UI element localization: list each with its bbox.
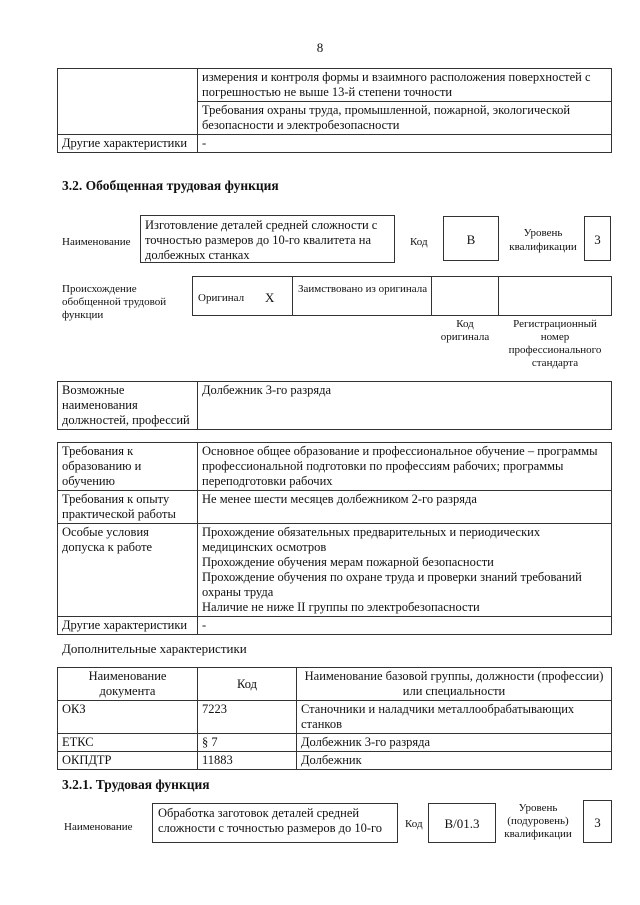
section-3-2-1-title: 3.2.1. Трудовая функция bbox=[62, 777, 210, 792]
table-row bbox=[58, 701, 612, 734]
special-item: Прохождение обязательных предварительных и периодических медицинских осмотров bbox=[202, 525, 541, 554]
group-cell: Долбежник 3-го разряда bbox=[297, 734, 612, 752]
additional-table bbox=[57, 667, 612, 770]
code-original-label: Код оригинала bbox=[440, 318, 490, 343]
special-conditions bbox=[198, 524, 612, 617]
continuation-row-2: Требования охраны труда, промышленной, пожарной, экологической безопасности и электробезопасности bbox=[198, 102, 612, 135]
special-item: Прохождение обучения по охране труда и проверки знаний требований охраны труда bbox=[202, 570, 582, 599]
header-code: Код bbox=[198, 668, 297, 701]
reg-number-label: Регистрационный номер профессионального стандарта bbox=[508, 318, 602, 369]
table-row bbox=[58, 752, 612, 770]
doc-cell: ЕТКС bbox=[58, 734, 198, 752]
original-mark: X bbox=[265, 290, 275, 305]
positions-value: Долбежник 3-го разряда bbox=[198, 382, 612, 430]
positions-table bbox=[57, 381, 612, 430]
education-value: Основное общее образование и профессиональное обучение – программы профессиональной подготовки по профессиям рабочих; программы переподготовки рабочих bbox=[198, 443, 612, 491]
level-label: Уровень квалификации bbox=[509, 227, 577, 253]
group-cell: Долбежник bbox=[297, 752, 612, 770]
table-row bbox=[58, 734, 612, 752]
special-item: Наличие не ниже II группы по электробезопасности bbox=[202, 600, 480, 614]
section-3-2-title: 3.2. Обобщенная трудовая функция bbox=[62, 178, 279, 193]
tf-name-box: Обработка заготовок деталей средней сложности с точностью размеров до 10-го bbox=[152, 803, 398, 843]
special-label: Особые условия допуска к работе bbox=[58, 524, 198, 617]
header-group: Наименование базовой группы, должности (профессии) или специальности bbox=[297, 668, 612, 701]
experience-label: Требования к опыту практической работы bbox=[58, 491, 198, 524]
code-cell: 7223 bbox=[198, 701, 297, 734]
code-cell: § 7 bbox=[198, 734, 297, 752]
other-value: - bbox=[198, 617, 612, 635]
origin-box bbox=[192, 276, 612, 316]
requirements-table bbox=[57, 442, 612, 635]
doc-cell: ОКЗ bbox=[58, 701, 198, 734]
education-label: Требования к образованию и обучению bbox=[58, 443, 198, 491]
group-cell: Станочники и наладчики металлообрабатывающих станков bbox=[297, 701, 612, 734]
additional-title: Дополнительные характеристики bbox=[62, 641, 247, 656]
experience-value: Не менее шести месяцев долбежником 2-го разряда bbox=[198, 491, 612, 524]
other-characteristics-label: Другие характеристики bbox=[58, 135, 198, 153]
name-label: Наименование bbox=[62, 236, 131, 248]
code-cell: 11883 bbox=[198, 752, 297, 770]
page-number: 8 bbox=[316, 40, 324, 55]
function-name-box: Изготовление деталей средней сложности с точностью размеров до 10-го квалитета на долбежных станках bbox=[140, 215, 395, 263]
tf-code-value: B/01.3 bbox=[428, 803, 496, 843]
tf-level-value: 3 bbox=[583, 800, 612, 843]
original-label: Оригинал bbox=[198, 292, 245, 304]
other-label: Другие характеристики bbox=[58, 617, 198, 635]
level-value: 3 bbox=[584, 216, 611, 261]
tf-level-label: Уровень (подуровень) квалификации bbox=[504, 802, 572, 840]
borrowed-label: Заимствовано из оригинала bbox=[298, 283, 428, 295]
continuation-table bbox=[57, 68, 612, 153]
code-label: Код bbox=[410, 236, 428, 248]
header-document: Наименование документа bbox=[58, 668, 198, 701]
doc-cell: ОКПДТР bbox=[58, 752, 198, 770]
code-value: B bbox=[443, 216, 499, 261]
positions-label: Возможные наименования должностей, профессий bbox=[58, 382, 198, 430]
special-item: Прохождение обучения мерам пожарной безопасности bbox=[202, 555, 494, 569]
origin-label: Происхождение обобщенной трудовой функции bbox=[62, 283, 167, 321]
tf-code-label: Код bbox=[405, 818, 423, 830]
other-characteristics-value: - bbox=[198, 135, 612, 153]
tf-name-label: Наименование bbox=[64, 821, 133, 833]
continuation-row-1: измерения и контроля формы и взаимного расположения поверхностей с погрешностью не выше 13-й степени точности bbox=[198, 69, 612, 102]
